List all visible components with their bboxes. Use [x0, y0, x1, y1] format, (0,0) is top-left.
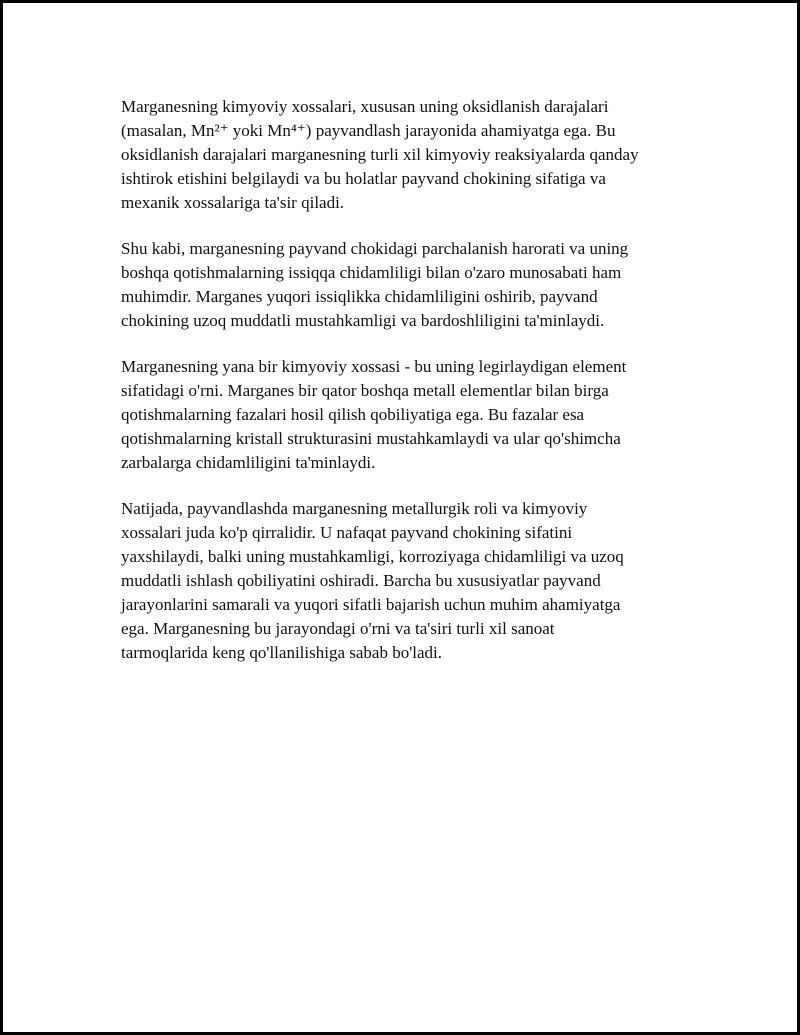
paragraph-oxidation-states: Marganesning kimyoviy xossalari, xususan uning oksidlanish darajalari (masalan, Mn²⁺ yoki Mn⁴⁺) payvandlash jarayonida ahamiyatga ega. Bu oksidlanish darajalari marganesning turli xil kimyoviy reaksiyalarda qanday ishtirok etishini belgilaydi va bu holatlar payvand chokining sifatiga va mexanik xossalariga ta'sir qiladi.	[121, 97, 639, 212]
paragraph-heat-resistance: Shu kabi, marganesning payvand chokidagi parchalanish harorati va uning boshqa qotishmalarning issiqqa chidamliligi bilan o'zaro munosabati ham muhimdir. Marganes yuqori issiqlikka chidamliligini oshirib, payvand chokining uzoq muddatli mustahkamligi va bardoshliligini ta'minlaydi.	[121, 239, 629, 330]
paragraph-conclusion: Natijada, payvandlashda marganesning metallurgik roli va kimyoviy xossalari juda ko'p qirralidir. U nafaqat payvand chokining sifatini yaxshilaydi, balki uning mustahkamligi, korroziyaga chidamliligi va uzoq muddatli ishlash qobiliyatini oshiradi. Barcha bu xususiyatlar payvand jarayonlarini samarali va yuqori sifatli bajarish uchun muhim ahamiyatga ega. Marganesning bu jarayondagi o'rni va ta'siri turli xil sanoat tarmoqlarida keng qo'llanilishiga sabab bo'ladi.	[121, 499, 624, 662]
document-body	[121, 95, 701, 687]
paragraph-alloying-element: Marganesning yana bir kimyoviy xossasi - bu uning legirlaydigan element sifatidagi o'rni. Marganes bir qator boshqa metall elementlar bilan birga qotishmalarning fazalari hosil qilish qobiliyatiga ega. Bu fazalar esa qotishmalarning kristall strukturasini mustahkamlaydi va ular qo'shimcha zarbalarga chidamliligini ta'minlaydi.	[121, 357, 627, 472]
